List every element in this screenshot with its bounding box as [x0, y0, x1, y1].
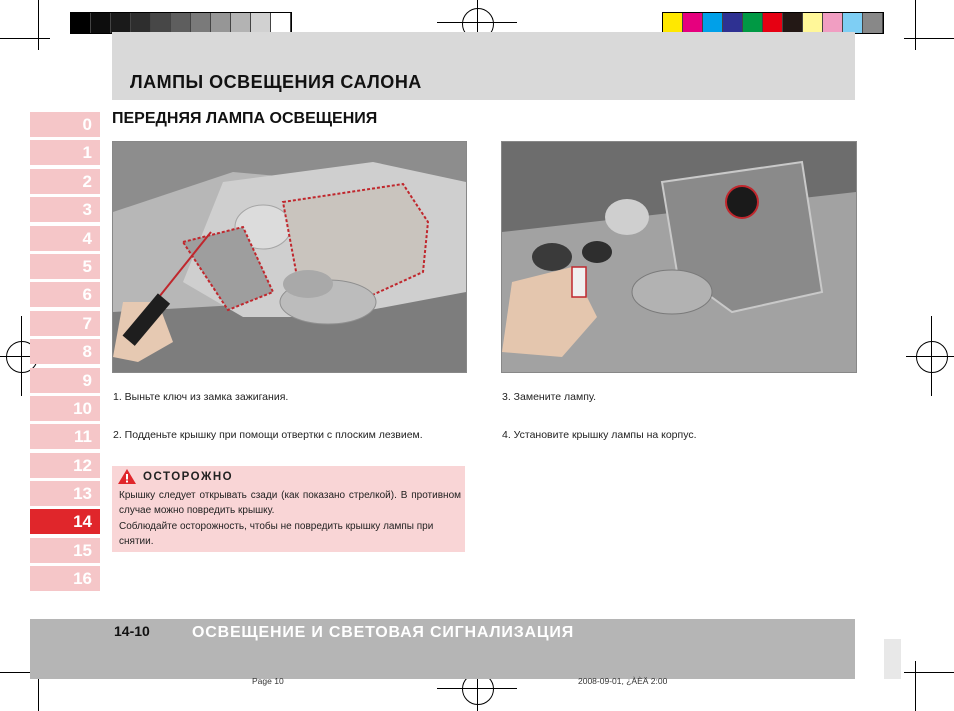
crop-mark [915, 0, 916, 50]
crop-mark [904, 38, 954, 39]
step-2: 2. Подденьте крышку при помощи отвертки с плоским лезвием. [113, 429, 423, 441]
gray-swatch-8 [231, 13, 251, 33]
color-swatch-5 [763, 13, 783, 33]
crop-mark [437, 688, 517, 689]
section-title: ПЕРЕДНЯЯ ЛАМПА ОСВЕЩЕНИЯ [112, 110, 378, 127]
page-number: 14-10 [114, 623, 150, 639]
color-swatch-6 [783, 13, 803, 33]
photo-lens-removal-illustration [113, 142, 466, 372]
chapter-tab-6[interactable]: 6 [30, 282, 100, 307]
grayscale-color-bar [70, 12, 292, 34]
gray-swatch-10 [271, 13, 291, 33]
page-title: ЛАМПЫ ОСВЕЩЕНИЯ САЛОНА [130, 72, 422, 92]
crop-mark [906, 356, 954, 357]
side-tab-marker [884, 639, 901, 679]
chapter-tab-7[interactable]: 7 [30, 311, 100, 336]
chapter-tab-2[interactable]: 2 [30, 169, 100, 194]
gray-swatch-4 [151, 13, 171, 33]
print-date-label: 2008-09-01, ¿ÀÈÄ 2:00 [578, 676, 668, 686]
color-swatch-9 [843, 13, 863, 33]
gray-swatch-3 [131, 13, 151, 33]
caution-title: ОСТОРОЖНО [143, 471, 234, 483]
step-3: 3. Замените лампу. [502, 391, 597, 403]
gray-swatch-7 [211, 13, 231, 33]
crop-mark [38, 0, 39, 50]
color-swatch-4 [743, 13, 763, 33]
caution-text-1: Крышку следует открывать сзади (как показано стрелкой). В противном случае можно повредить крышку. [119, 490, 461, 516]
chapter-tab-10[interactable]: 10 [30, 396, 100, 421]
footer-title: ОСВЕЩЕНИЕ И СВЕТОВАЯ СИГНАЛИЗАЦИЯ [192, 624, 575, 641]
gray-swatch-6 [191, 13, 211, 33]
chapter-tab-12[interactable]: 12 [30, 453, 100, 478]
color-swatch-0 [663, 13, 683, 33]
chapter-tab-14[interactable]: 14 [30, 509, 100, 534]
chapter-tab-1[interactable]: 1 [30, 140, 100, 165]
color-swatch-7 [803, 13, 823, 33]
photo-bulb-replacement-illustration [502, 142, 856, 372]
process-color-bar [662, 12, 884, 34]
color-swatch-3 [723, 13, 743, 33]
chapter-tab-0[interactable]: 0 [30, 112, 100, 137]
photo-bulb-replacement [501, 141, 857, 373]
crop-mark [437, 22, 517, 23]
caution-text-2: Соблюдайте осторожность, чтобы не повредить крышку лампы при снятии. [119, 521, 434, 547]
color-swatch-8 [823, 13, 843, 33]
gray-swatch-1 [91, 13, 111, 33]
crop-mark [904, 672, 954, 673]
chapter-tab-4[interactable]: 4 [30, 226, 100, 251]
chapter-tab-11[interactable]: 11 [30, 424, 100, 449]
step-4: 4. Установите крышку лампы на корпус. [502, 429, 697, 441]
gray-swatch-9 [251, 13, 271, 33]
gray-swatch-5 [171, 13, 191, 33]
chapter-tab-3[interactable]: 3 [30, 197, 100, 222]
crop-mark [915, 661, 916, 711]
warning-triangle-icon [117, 468, 137, 485]
chapter-tab-5[interactable]: 5 [30, 254, 100, 279]
registration-mark [916, 341, 948, 373]
photo-lens-removal [112, 141, 467, 373]
chapter-tab-13[interactable]: 13 [30, 481, 100, 506]
color-swatch-1 [683, 13, 703, 33]
gray-swatch-0 [71, 13, 91, 33]
step-1: 1. Выньте ключ из замка зажигания. [113, 391, 289, 403]
crop-mark [21, 316, 22, 396]
color-swatch-10 [863, 13, 883, 33]
crop-mark [931, 316, 932, 396]
crop-mark [0, 38, 50, 39]
chapter-tabs [30, 112, 100, 595]
print-page-label: Page 10 [252, 676, 284, 686]
gray-swatch-2 [111, 13, 131, 33]
chapter-tab-15[interactable]: 15 [30, 538, 100, 563]
color-swatch-2 [703, 13, 723, 33]
chapter-tab-8[interactable]: 8 [30, 339, 100, 364]
chapter-tab-9[interactable]: 9 [30, 368, 100, 393]
chapter-tab-16[interactable]: 16 [30, 566, 100, 591]
